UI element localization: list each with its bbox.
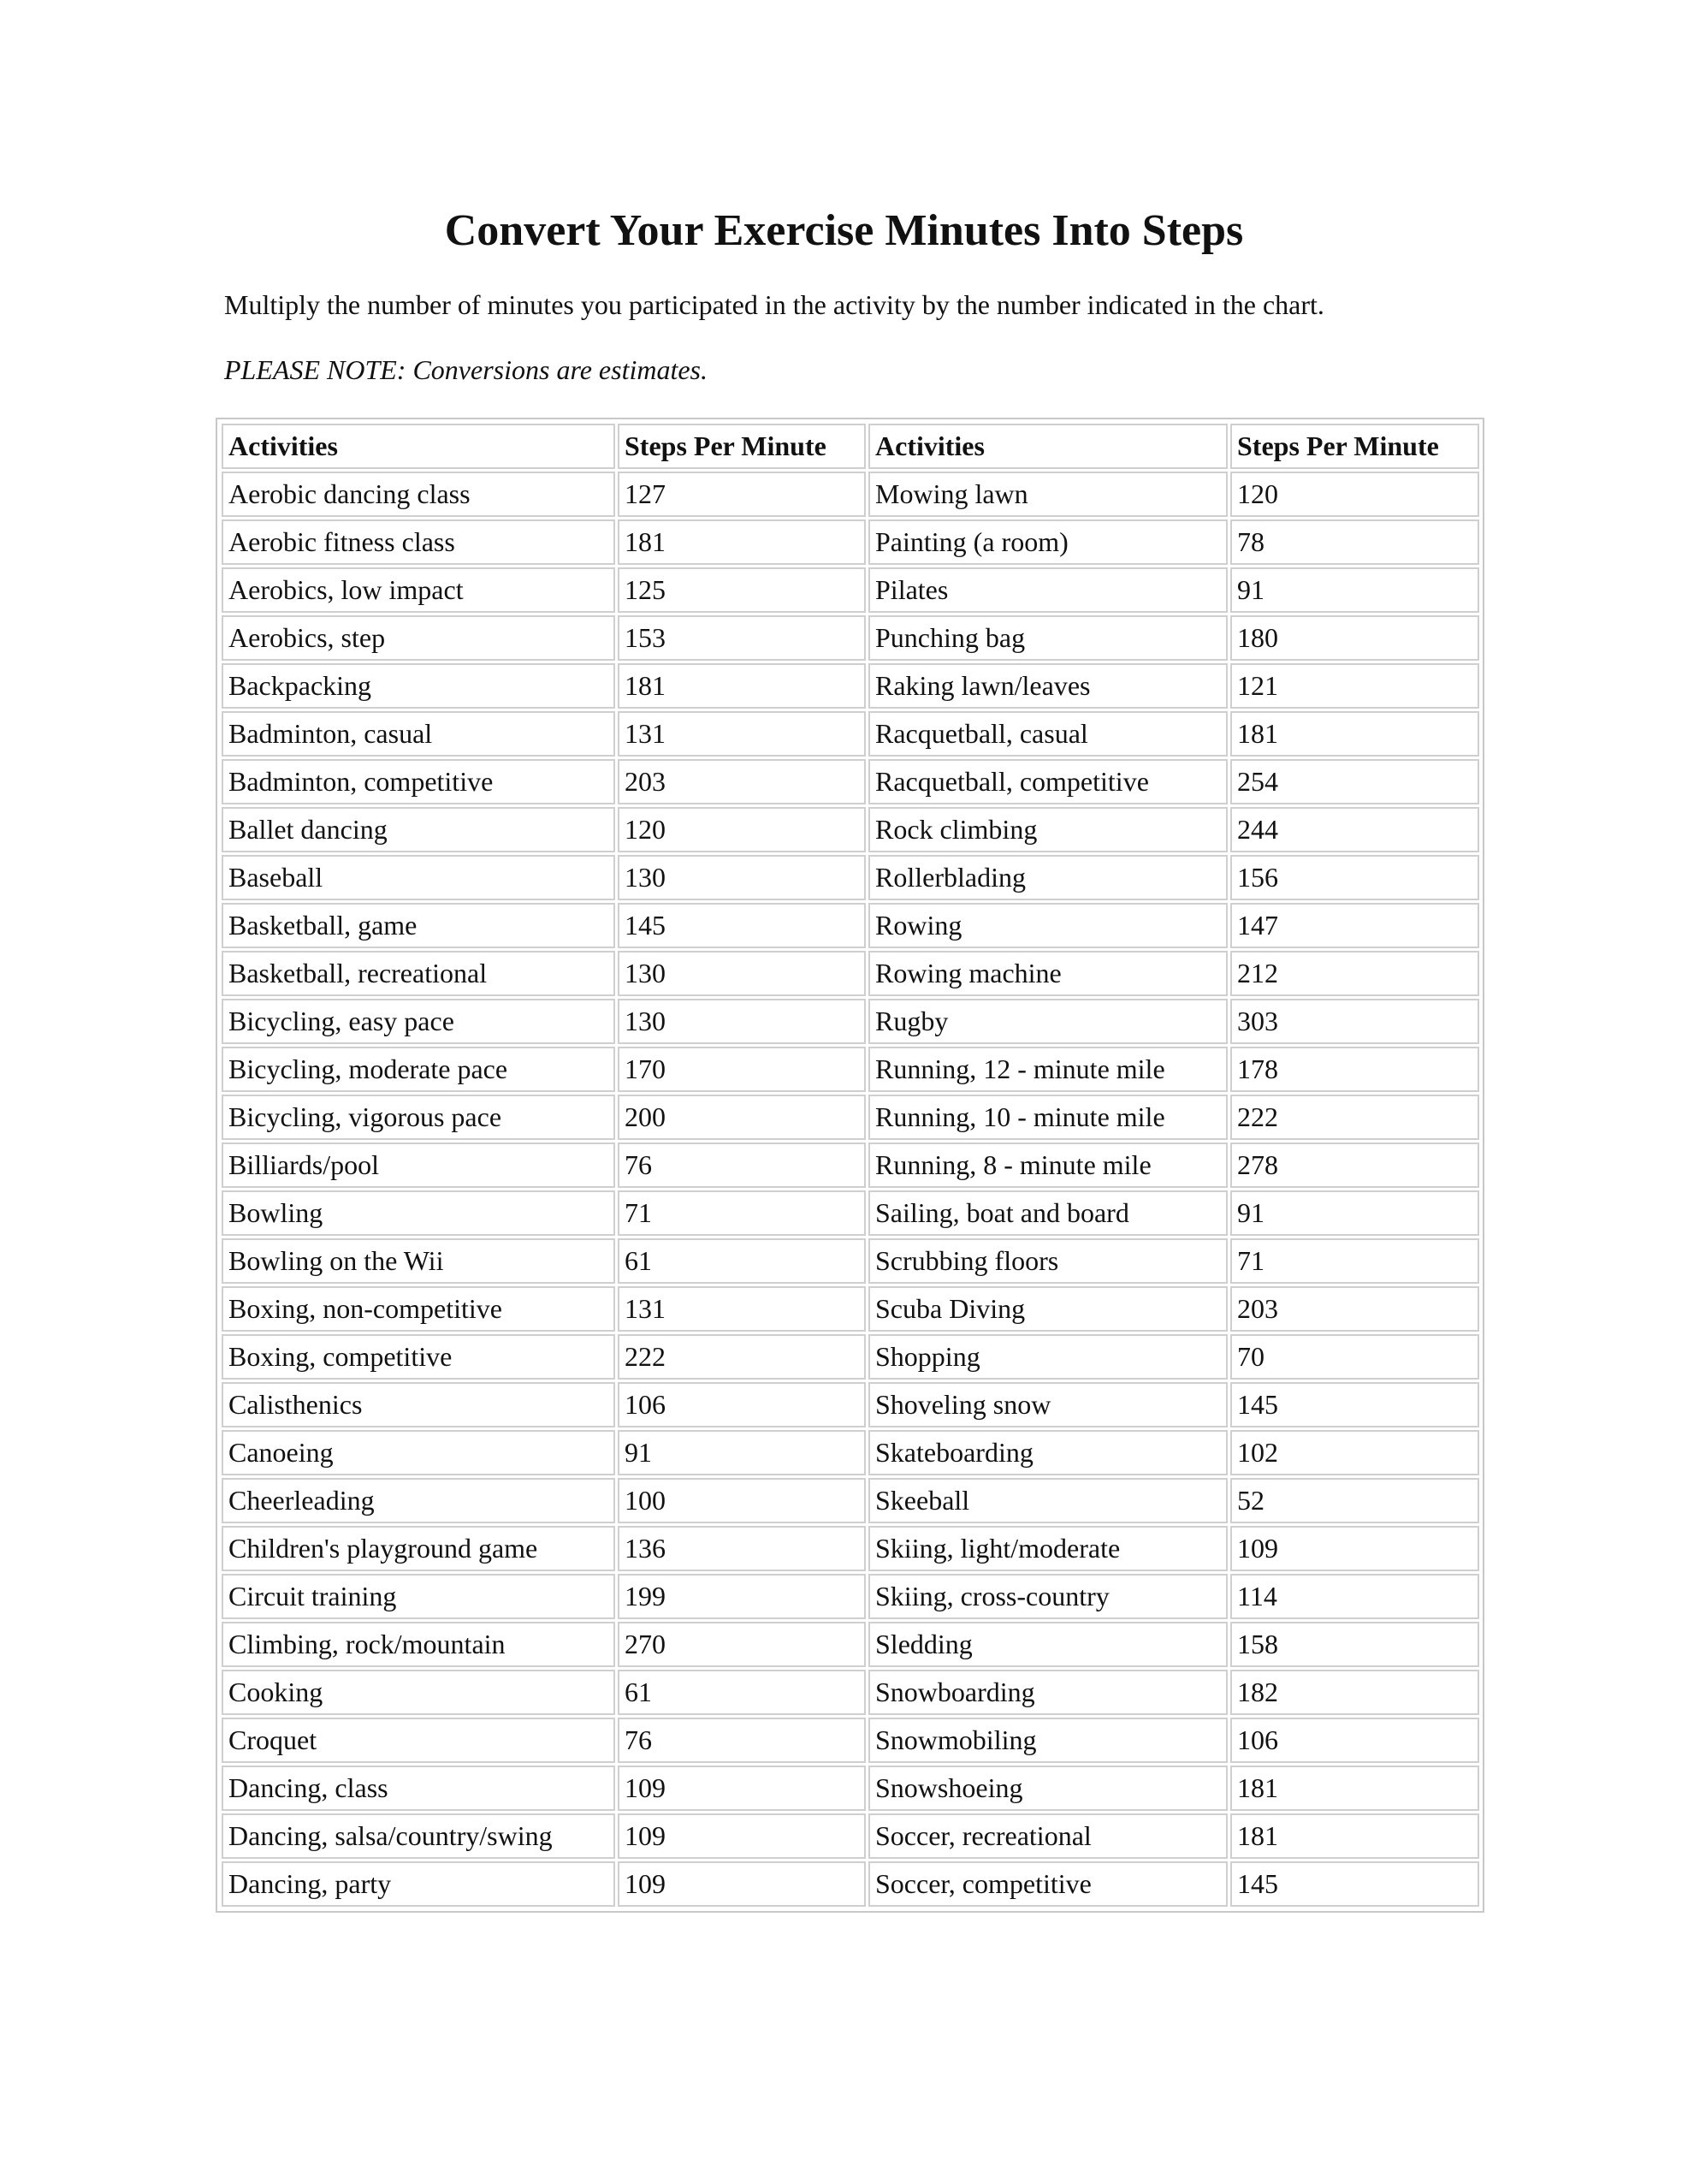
conversion-table (219, 421, 1482, 1909)
table-header-row (222, 424, 1479, 469)
table-row (222, 999, 1479, 1044)
header-steps-right: Steps Per Minute (1230, 424, 1479, 469)
steps-right-cell: 145 (1230, 1861, 1479, 1907)
table-row (222, 807, 1479, 852)
steps-right-cell: 181 (1230, 711, 1479, 757)
table-row (222, 1334, 1479, 1380)
conversion-table-container (216, 418, 1484, 1913)
steps-left-cell: 61 (618, 1238, 866, 1284)
activity-left-cell: Croquet (222, 1718, 615, 1763)
table-row (222, 472, 1479, 517)
steps-left-cell: 106 (618, 1382, 866, 1427)
activity-right-cell: Scuba Diving (868, 1286, 1228, 1332)
steps-right-cell: 156 (1230, 855, 1479, 900)
steps-left-cell: 131 (618, 711, 866, 757)
activity-right-cell: Sledding (868, 1622, 1228, 1667)
activity-right-cell: Rowing machine (868, 951, 1228, 996)
steps-left-cell: 199 (618, 1574, 866, 1619)
header-steps-left: Steps Per Minute (618, 424, 866, 469)
activity-left-cell: Bicycling, vigorous pace (222, 1095, 615, 1140)
activity-right-cell: Running, 8 - minute mile (868, 1142, 1228, 1188)
table-row (222, 903, 1479, 948)
activity-left-cell: Bicycling, easy pace (222, 999, 615, 1044)
steps-left-cell: 181 (618, 519, 866, 565)
table-row (222, 1813, 1479, 1859)
activity-right-cell: Skiing, cross-country (868, 1574, 1228, 1619)
steps-right-cell: 244 (1230, 807, 1479, 852)
table-row (222, 1478, 1479, 1523)
activity-left-cell: Aerobics, step (222, 615, 615, 661)
steps-left-cell: 170 (618, 1047, 866, 1092)
steps-left-cell: 153 (618, 615, 866, 661)
steps-left-cell: 130 (618, 855, 866, 900)
steps-right-cell: 181 (1230, 1813, 1479, 1859)
table-row (222, 567, 1479, 613)
activity-right-cell: Running, 10 - minute mile (868, 1095, 1228, 1140)
steps-right-cell: 158 (1230, 1622, 1479, 1667)
activity-left-cell: Bowling on the Wii (222, 1238, 615, 1284)
steps-right-cell: 114 (1230, 1574, 1479, 1619)
steps-left-cell: 130 (618, 951, 866, 996)
activity-right-cell: Snowshoeing (868, 1766, 1228, 1811)
steps-right-cell: 120 (1230, 472, 1479, 517)
activity-right-cell: Rollerblading (868, 855, 1228, 900)
steps-right-cell: 181 (1230, 1766, 1479, 1811)
activity-left-cell: Bowling (222, 1190, 615, 1236)
activity-right-cell: Raking lawn/leaves (868, 663, 1228, 709)
steps-right-cell: 203 (1230, 1286, 1479, 1332)
activity-right-cell: Soccer, competitive (868, 1861, 1228, 1907)
activity-left-cell: Ballet dancing (222, 807, 615, 852)
activity-right-cell: Skeeball (868, 1478, 1228, 1523)
steps-right-cell: 145 (1230, 1382, 1479, 1427)
activity-left-cell: Aerobic dancing class (222, 472, 615, 517)
table-row (222, 1718, 1479, 1763)
steps-right-cell: 52 (1230, 1478, 1479, 1523)
activity-right-cell: Painting (a room) (868, 519, 1228, 565)
steps-right-cell: 102 (1230, 1430, 1479, 1475)
steps-left-cell: 76 (618, 1142, 866, 1188)
steps-left-cell: 203 (618, 759, 866, 804)
steps-right-cell: 180 (1230, 615, 1479, 661)
steps-left-cell: 181 (618, 663, 866, 709)
activity-left-cell: Dancing, class (222, 1766, 615, 1811)
activity-right-cell: Mowing lawn (868, 472, 1228, 517)
activity-left-cell: Badminton, competitive (222, 759, 615, 804)
activity-left-cell: Cheerleading (222, 1478, 615, 1523)
activity-left-cell: Children's playground game (222, 1526, 615, 1571)
activity-right-cell: Punching bag (868, 615, 1228, 661)
intro-text: Multiply the number of minutes you participated in the activity by the number indicated in the chart. (224, 289, 1324, 320)
steps-right-cell: 71 (1230, 1238, 1479, 1284)
table-row (222, 1670, 1479, 1715)
steps-right-cell: 182 (1230, 1670, 1479, 1715)
table-row (222, 711, 1479, 757)
activity-left-cell: Badminton, casual (222, 711, 615, 757)
activity-right-cell: Snowboarding (868, 1670, 1228, 1715)
steps-right-cell: 254 (1230, 759, 1479, 804)
activity-right-cell: Shopping (868, 1334, 1228, 1380)
steps-right-cell: 147 (1230, 903, 1479, 948)
steps-right-cell: 91 (1230, 567, 1479, 613)
steps-right-cell: 70 (1230, 1334, 1479, 1380)
activity-left-cell: Basketball, recreational (222, 951, 615, 996)
table-row (222, 1286, 1479, 1332)
steps-left-cell: 145 (618, 903, 866, 948)
activity-right-cell: Shoveling snow (868, 1382, 1228, 1427)
steps-right-cell: 78 (1230, 519, 1479, 565)
activity-right-cell: Scrubbing floors (868, 1238, 1228, 1284)
steps-left-cell: 109 (618, 1813, 866, 1859)
table-body (222, 472, 1479, 1907)
table-row (222, 1766, 1479, 1811)
activity-left-cell: Boxing, competitive (222, 1334, 615, 1380)
activity-left-cell: Boxing, non-competitive (222, 1286, 615, 1332)
steps-left-cell: 61 (618, 1670, 866, 1715)
activity-right-cell: Rowing (868, 903, 1228, 948)
activity-left-cell: Billiards/pool (222, 1142, 615, 1188)
table-row (222, 1047, 1479, 1092)
activity-right-cell: Racquetball, competitive (868, 759, 1228, 804)
table-row (222, 1238, 1479, 1284)
header-activities-right: Activities (868, 424, 1228, 469)
steps-right-cell: 222 (1230, 1095, 1479, 1140)
steps-left-cell: 125 (618, 567, 866, 613)
table-row (222, 1861, 1479, 1907)
activity-right-cell: Racquetball, casual (868, 711, 1228, 757)
table-row (222, 1190, 1479, 1236)
steps-left-cell: 100 (618, 1478, 866, 1523)
activity-left-cell: Climbing, rock/mountain (222, 1622, 615, 1667)
steps-right-cell: 278 (1230, 1142, 1479, 1188)
activity-left-cell: Calisthenics (222, 1382, 615, 1427)
steps-right-cell: 212 (1230, 951, 1479, 996)
steps-right-cell: 121 (1230, 663, 1479, 709)
table-row (222, 855, 1479, 900)
steps-left-cell: 222 (618, 1334, 866, 1380)
steps-right-cell: 91 (1230, 1190, 1479, 1236)
activity-left-cell: Basketball, game (222, 903, 615, 948)
activity-left-cell: Dancing, party (222, 1861, 615, 1907)
activity-left-cell: Bicycling, moderate pace (222, 1047, 615, 1092)
steps-left-cell: 71 (618, 1190, 866, 1236)
activity-left-cell: Cooking (222, 1670, 615, 1715)
activity-right-cell: Skateboarding (868, 1430, 1228, 1475)
steps-left-cell: 270 (618, 1622, 866, 1667)
activity-right-cell: Sailing, boat and board (868, 1190, 1228, 1236)
activity-left-cell: Dancing, salsa/country/swing (222, 1813, 615, 1859)
table-row (222, 1574, 1479, 1619)
steps-left-cell: 136 (618, 1526, 866, 1571)
steps-right-cell: 178 (1230, 1047, 1479, 1092)
activity-left-cell: Backpacking (222, 663, 615, 709)
activity-right-cell: Running, 12 - minute mile (868, 1047, 1228, 1092)
header-activities-left: Activities (222, 424, 615, 469)
steps-left-cell: 120 (618, 807, 866, 852)
steps-left-cell: 131 (618, 1286, 866, 1332)
steps-left-cell: 130 (618, 999, 866, 1044)
activity-left-cell: Circuit training (222, 1574, 615, 1619)
activity-right-cell: Soccer, recreational (868, 1813, 1228, 1859)
table-row (222, 615, 1479, 661)
steps-right-cell: 303 (1230, 999, 1479, 1044)
table-row (222, 1095, 1479, 1140)
steps-left-cell: 76 (618, 1718, 866, 1763)
activity-right-cell: Snowmobiling (868, 1718, 1228, 1763)
table-row (222, 663, 1479, 709)
steps-right-cell: 106 (1230, 1718, 1479, 1763)
activity-right-cell: Rock climbing (868, 807, 1228, 852)
table-row (222, 951, 1479, 996)
table-row (222, 519, 1479, 565)
table-row (222, 1526, 1479, 1571)
activity-left-cell: Canoeing (222, 1430, 615, 1475)
activity-right-cell: Pilates (868, 567, 1228, 613)
note-text: PLEASE NOTE: Conversions are estimates. (224, 354, 708, 385)
activity-left-cell: Baseball (222, 855, 615, 900)
steps-left-cell: 127 (618, 472, 866, 517)
table-row (222, 1382, 1479, 1427)
activity-left-cell: Aerobic fitness class (222, 519, 615, 565)
steps-left-cell: 109 (618, 1861, 866, 1907)
steps-left-cell: 109 (618, 1766, 866, 1811)
activity-right-cell: Skiing, light/moderate (868, 1526, 1228, 1571)
steps-right-cell: 109 (1230, 1526, 1479, 1571)
steps-left-cell: 200 (618, 1095, 866, 1140)
steps-left-cell: 91 (618, 1430, 866, 1475)
table-row (222, 1142, 1479, 1188)
activity-right-cell: Rugby (868, 999, 1228, 1044)
activity-left-cell: Aerobics, low impact (222, 567, 615, 613)
table-row (222, 1430, 1479, 1475)
table-row (222, 1622, 1479, 1667)
page-title: Convert Your Exercise Minutes Into Steps (444, 206, 1244, 255)
table-row (222, 759, 1479, 804)
